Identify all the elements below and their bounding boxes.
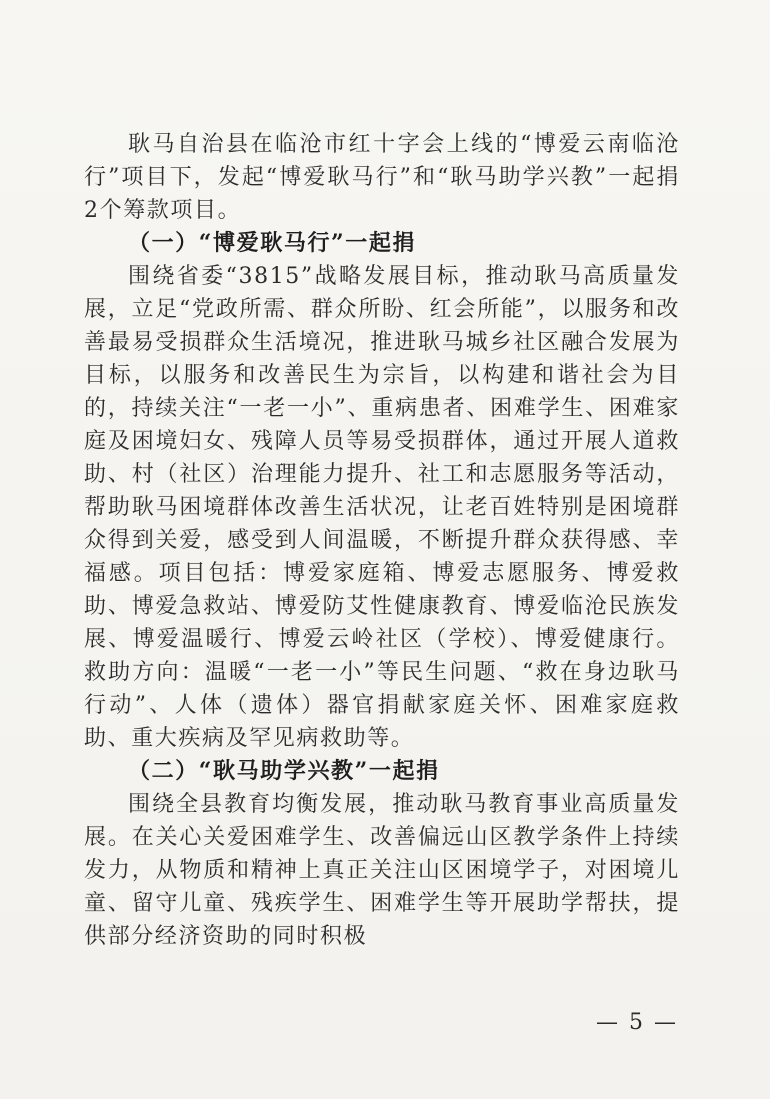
intro-paragraph: 耿马自治县在临沧市红十字会上线的“博爱云南临沧行”项目下，发起“博爱耿马行”和“耿马助学兴教”一起捐2个筹款项目。: [84, 132, 680, 223]
document-body: [84, 128, 680, 953]
section-1-paragraph: 围绕省委“3815”战略发展目标，推动耿马高质量发展，立足“党政所需、群众所盼、红会所能”，以服务和改善最易受损群众生活境况，推进耿马城乡社区融合发展为目标，以服务和改善民生为宗旨，以构建和谐社会为目的，持续关注“一老一小”、重病患者、困难学生、困难家庭及困境妇女、残障人员等易受损群体，通过开展人道救助、村（社区）治理能力提升、社工和志愿服务等活动，帮助耿马困境群体改善生活状况，让老百姓特别是困境群众得到关爱，感受到人间温暖，不断提升群众获得感、幸福感。项目包括：博爱家庭箱、博爱志愿服务、博爱救助、博爱急救站、博爱防艾性健康教育、博爱临沧民族发展、博爱温暖行、博爱云岭社区（学校）、博爱健康行。救助方向：温暖“一老一小”等民生问题、“救在身边耿马行动”、人体（遗体）器官捐献家庭关怀、困难家庭救助、重大疾病及罕见病救助等。: [84, 264, 680, 751]
section-heading-1: （一）“博爱耿马行”一起捐: [128, 230, 417, 256]
section-2-paragraph: 围绕全县教育均衡发展，推动耿马教育事业高质量发展。在关心关爱困难学生、改善偏远山区教学条件上持续发力，从物质和精神上真正关注山区困境学子，对困境儿童、留守儿童、残疾学生、困难学生等开展助学帮扶，提供部分经济资助的同时积极: [84, 792, 680, 949]
page-number: — 5 —: [596, 1010, 678, 1035]
section-heading-2: （二）“耿马助学兴教”一起捐: [128, 758, 440, 784]
